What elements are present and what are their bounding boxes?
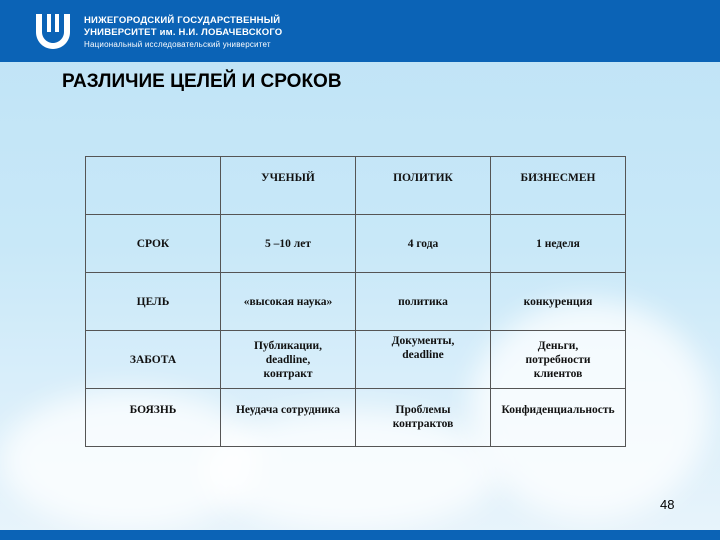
row-label: ЗАБОТА — [86, 331, 221, 389]
table-cell: Документы, deadline — [356, 331, 491, 389]
slide-title: РАЗЛИЧИЕ ЦЕЛЕЙ И СРОКОВ — [62, 71, 342, 92]
table-row — [86, 389, 626, 447]
table-cell: Публикации, deadline, контракт — [221, 331, 356, 389]
table-cell: 1 неделя — [491, 215, 626, 273]
table-cell: 5 –10 лет — [221, 215, 356, 273]
table-cell: Неудача сотрудника — [221, 389, 356, 447]
header-cell: ПОЛИТИК — [356, 157, 491, 215]
comparison-table — [85, 156, 626, 447]
table-row — [86, 331, 626, 389]
row-label: ЦЕЛЬ — [86, 273, 221, 331]
university-line-1: НИЖЕГОРОДСКИЙ ГОСУДАРСТВЕННЫЙ — [84, 15, 281, 26]
table-cell: конкуренция — [491, 273, 626, 331]
table-header-row — [86, 157, 626, 215]
header-cell: БИЗНЕСМЕН — [491, 157, 626, 215]
table-cell: Конфиденциальность — [491, 389, 626, 447]
header-cell: УЧЕНЫЙ — [221, 157, 356, 215]
table-cell: 4 года — [356, 215, 491, 273]
university-logo-icon — [32, 10, 74, 52]
table-cell: Проблемы контрактов — [356, 389, 491, 447]
table-cell: «высокая наука» — [221, 273, 356, 331]
row-label: БОЯЗНЬ — [86, 389, 221, 447]
header-bar — [0, 0, 720, 62]
table-cell: Деньги, потребности клиентов — [491, 331, 626, 389]
university-line-2: УНИВЕРСИТЕТ им. Н.И. ЛОБАЧЕВСКОГО — [84, 27, 283, 38]
table-row — [86, 215, 626, 273]
university-line-3: Национальный исследовательский университет — [84, 40, 271, 49]
university-name — [84, 15, 282, 51]
table-cell: политика — [356, 273, 491, 331]
row-label: СРОК — [86, 215, 221, 273]
page-number: 48 — [660, 497, 675, 512]
table-row — [86, 273, 626, 331]
header-cell — [86, 157, 221, 215]
footer-bar — [0, 530, 720, 540]
